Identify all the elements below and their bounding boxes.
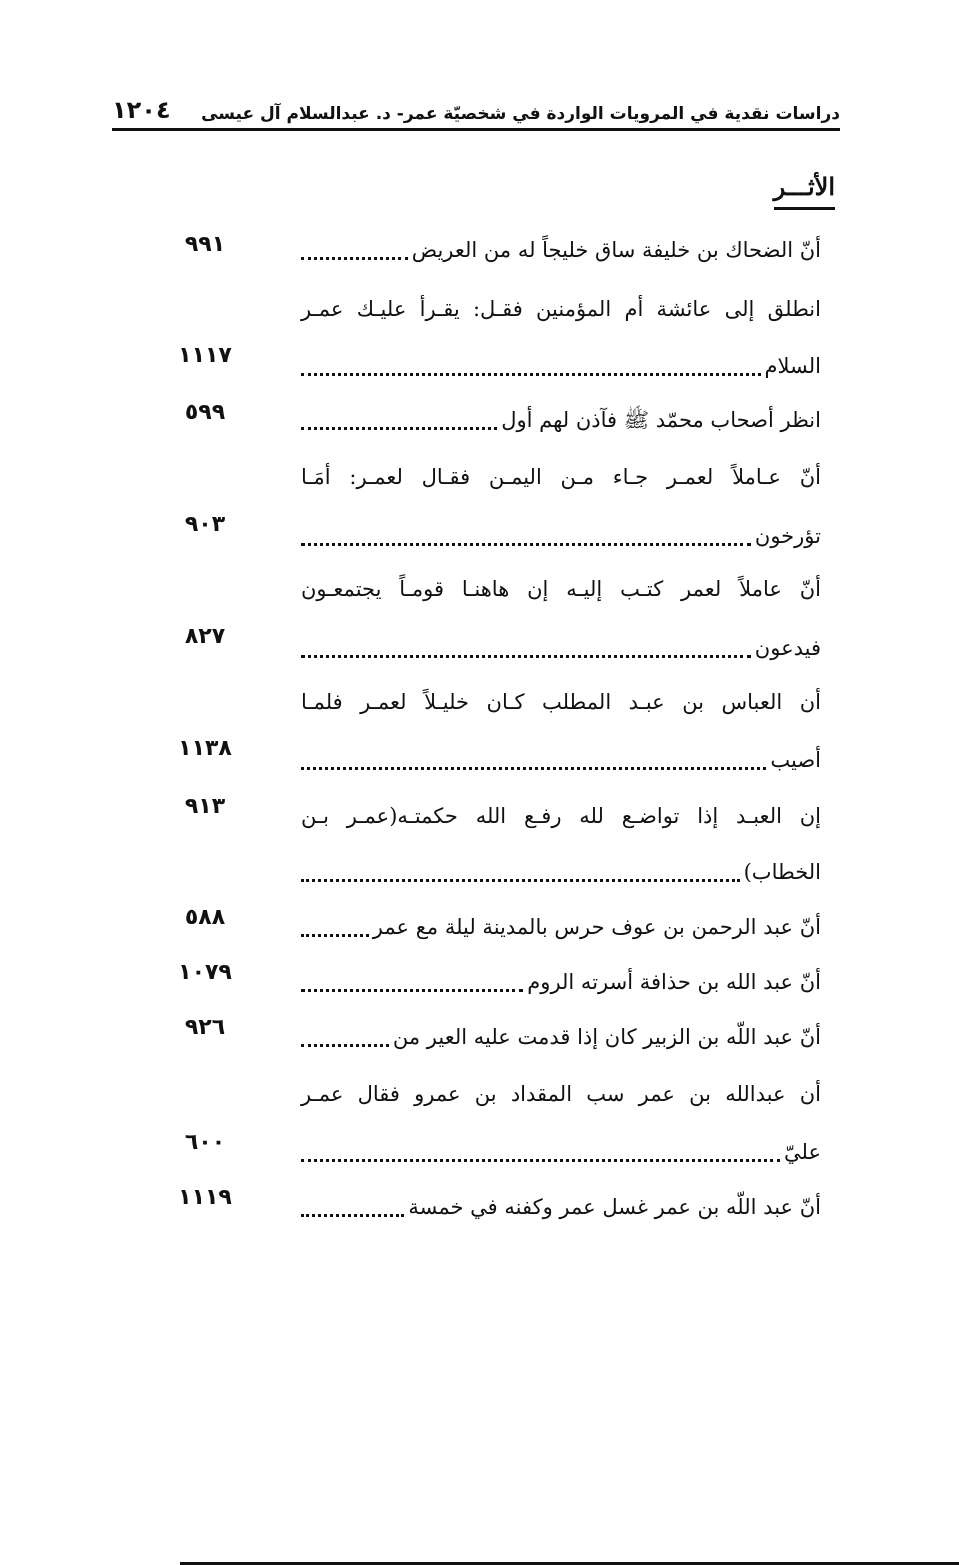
page-number: ١٢٠٤ (112, 96, 171, 124)
running-header (112, 88, 840, 124)
entry-text: الخطاب) (743, 860, 821, 884)
leader-dots (301, 655, 751, 658)
leader-dots (301, 767, 766, 770)
entry-line (301, 1185, 821, 1229)
entry-page-number: ١١١٧ (178, 343, 232, 368)
running-title: دراسات نقدية في المرويات الواردة في شخصيّة عمر- د. عبدالسلام آل عيسى (201, 104, 840, 124)
leader-dots (301, 373, 761, 376)
entry-line (301, 905, 821, 949)
entry-line: انطلق إلى عائشة أم المؤمنين فقـل: يقـرأ عليـك عمـر (301, 297, 821, 321)
entry-page-number: ٩٩١ (184, 232, 226, 257)
leader-dots (301, 989, 523, 992)
entry-text: فيدعون (754, 636, 821, 660)
entry-line (301, 850, 821, 894)
entry-page-number: ١١٣٨ (178, 736, 232, 761)
header-rule (112, 128, 840, 131)
entry-line: أن العباس بن عبـد المطلب كـان خليـلاً لعمـر فلمـا (301, 690, 821, 714)
entry-line (301, 1130, 821, 1174)
entry-page-number: ٥٩٩ (184, 400, 226, 425)
entry-text: تؤرخون (754, 524, 821, 548)
leader-dots (301, 934, 369, 937)
entry-line (301, 1015, 821, 1059)
entry-text: أنّ الضحاك بن خليفة ساق خليجاً له من العريض (411, 238, 821, 262)
entry-page-number: ٥٨٨ (184, 905, 226, 930)
entry-line (301, 626, 821, 670)
entry-text: السلام (764, 354, 821, 378)
leader-dots (301, 1044, 389, 1047)
column-heading-athar: الأثـــر (774, 172, 835, 210)
entry-line: أنّ عـاملاً لعمـر جـاء مـن اليمـن فقـال لعمـر: أمَـا (301, 465, 821, 489)
entry-line (301, 398, 821, 442)
entry-page-number: ١٠٧٩ (178, 960, 232, 985)
entry-page-number: ٩١٣ (184, 794, 226, 819)
leader-dots (301, 879, 740, 882)
leader-dots (301, 543, 751, 546)
entry-text: أنّ عبد اللّه بن الزبير كان إذا قدمت عليه العير من (392, 1025, 821, 1049)
entry-text: أنّ عبد الله بن حذافة أسرته الروم (527, 970, 821, 994)
entry-line (301, 228, 821, 272)
entry-line (301, 344, 821, 388)
entry-text: انظر أصحاب محمّد ﷺ فآذن لهم أول (501, 408, 821, 432)
entry-page-number: ٩٢٦ (184, 1015, 226, 1040)
entry-page-number: ٩٠٣ (184, 512, 226, 537)
entry-line (301, 738, 821, 782)
leader-dots (301, 257, 408, 260)
entry-text: عليّ (784, 1140, 821, 1164)
entry-line: أن عبدالله بن عمر سب المقداد بن عمرو فقال عمـر (301, 1082, 821, 1106)
entry-text: أصيب (770, 748, 821, 772)
entry-line (301, 514, 821, 558)
entry-line: أنّ عاملاً لعمر كتـب إليـه إن هاهنـا قومـاً يجتمعـون (301, 577, 821, 601)
entry-page-number: ٦٠٠ (184, 1130, 226, 1155)
entry-page-number: ١١١٩ (178, 1185, 232, 1210)
leader-dots (301, 427, 497, 430)
leader-dots (301, 1159, 780, 1162)
entry-text: أنّ عبد اللّه بن عمر غسل عمر وكفنه في خمسة (408, 1195, 821, 1219)
entry-line: إن العبـد إذا تواضـع لله رفـع الله حكمتـه(عمـر بـن (301, 804, 821, 828)
entry-line (301, 960, 821, 1004)
entry-page-number: ٨٢٧ (184, 624, 226, 649)
leader-dots (301, 1214, 404, 1217)
entry-text: أنّ عبد الرحمن بن عوف حرس بالمدينة ليلة مع عمر (372, 915, 821, 939)
